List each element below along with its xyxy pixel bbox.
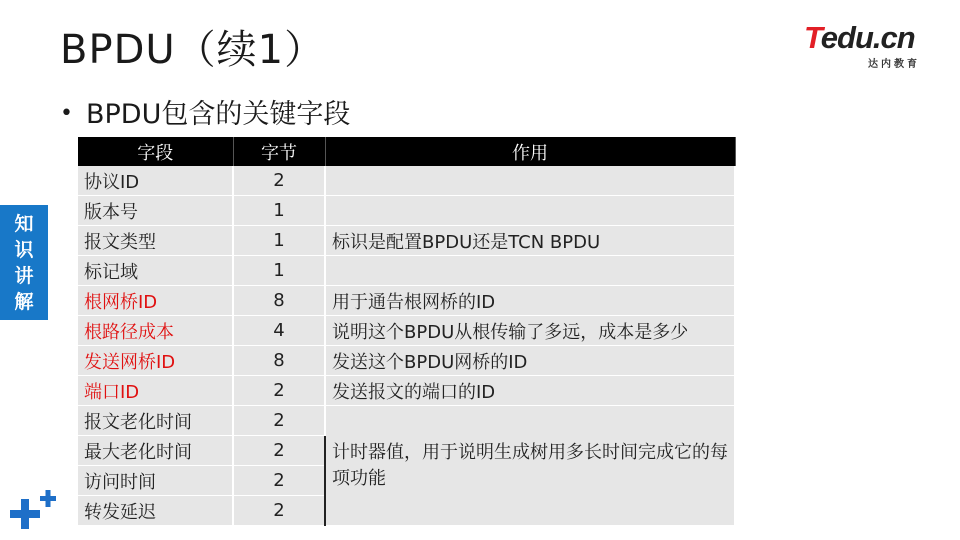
bytes-cell: 1: [233, 196, 325, 226]
bytes-cell: 2: [233, 436, 325, 466]
side-tab-char: 讲: [14, 264, 34, 287]
field-cell: 标记域: [78, 256, 233, 286]
use-cell: 发送报文的端口的ID: [325, 376, 735, 406]
use-cell: [325, 196, 735, 226]
header-field: 字段: [78, 137, 233, 166]
table-row: [78, 346, 735, 376]
bullet-point: [60, 92, 350, 131]
use-cell: 用于通告根网桥的ID: [325, 286, 735, 316]
side-tab-char: 识: [14, 238, 34, 261]
field-cell: 端口ID: [78, 376, 233, 406]
slide-title: BPDU（续1）: [60, 27, 326, 73]
field-cell: 发送网桥ID: [78, 346, 233, 376]
field-cell: 访问时间: [78, 466, 233, 496]
bytes-cell: 4: [233, 316, 325, 346]
header-bytes: 字节: [233, 137, 325, 166]
table-row: [78, 316, 735, 346]
table-row: [78, 166, 735, 196]
field-cell: 转发延迟: [78, 496, 233, 526]
table-row: [78, 226, 735, 256]
bytes-cell: 8: [233, 286, 325, 316]
table-row: [78, 406, 735, 436]
table-row: [78, 376, 735, 406]
table-row: [78, 196, 735, 226]
field-cell: 根路径成本: [78, 316, 233, 346]
bullet-text: BPDU包含的关键字段: [86, 99, 351, 130]
bytes-cell: 2: [233, 166, 325, 196]
use-cell: 计时器值，用于说明生成树用多长时间完成它的每项功能: [325, 406, 735, 526]
side-tab-char: 解: [14, 290, 34, 313]
logo-wordmark: Tedu.cn: [804, 20, 915, 55]
field-cell: 报文老化时间: [78, 406, 233, 436]
bytes-cell: 2: [233, 466, 325, 496]
field-cell: 协议ID: [78, 166, 233, 196]
bytes-cell: 1: [233, 226, 325, 256]
use-cell: 说明这个BPDU从根传输了多远，成本是多少: [325, 316, 735, 346]
tedu-logo: [800, 20, 940, 70]
plus-decoration-icon: [10, 488, 58, 534]
bpdu-fields-table: [78, 137, 736, 526]
logo-tagline: 达内教育: [868, 59, 920, 70]
header-use: 作用: [325, 137, 735, 166]
use-cell: 标识是配置BPDU还是TCN BPDU: [325, 226, 735, 256]
table-header-row: [78, 137, 735, 166]
bytes-cell: 2: [233, 406, 325, 436]
field-cell: 报文类型: [78, 226, 233, 256]
field-cell: 最大老化时间: [78, 436, 233, 466]
table-row: [78, 256, 735, 286]
bullet-dot-icon: •: [60, 101, 73, 126]
use-cell: 发送这个BPDU网桥的ID: [325, 346, 735, 376]
bytes-cell: 1: [233, 256, 325, 286]
use-cell: [325, 166, 735, 196]
field-cell: 版本号: [78, 196, 233, 226]
bytes-cell: 8: [233, 346, 325, 376]
bytes-cell: 2: [233, 376, 325, 406]
table-row: [78, 286, 735, 316]
bytes-cell: 2: [233, 496, 325, 526]
field-cell: 根网桥ID: [78, 286, 233, 316]
use-cell: [325, 256, 735, 286]
knowledge-side-tab: [0, 205, 48, 320]
side-tab-char: 知: [14, 212, 34, 235]
